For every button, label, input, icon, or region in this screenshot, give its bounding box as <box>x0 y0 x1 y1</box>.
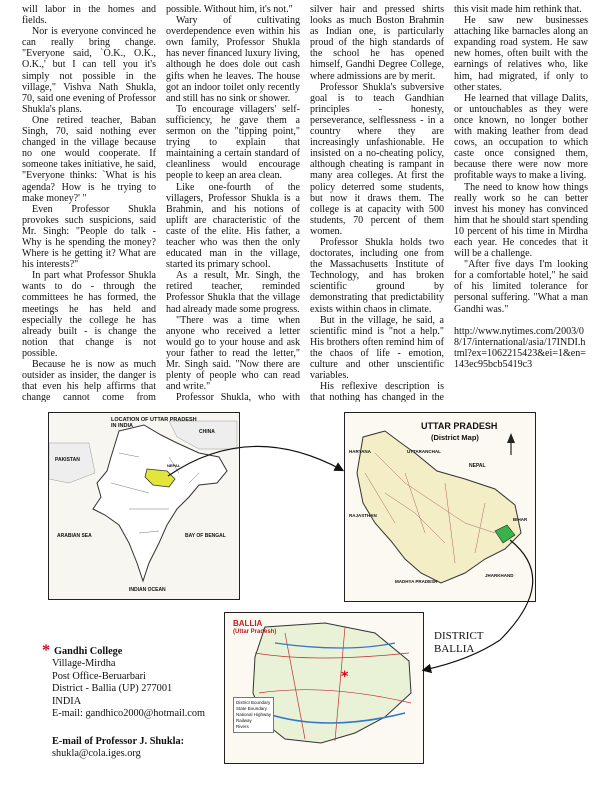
paragraph: Wary of cultivating overdependence even within his own family, Professor Shukla has never financed luxury living, although he does dole out cash gifts when he leaves. The house got an indoor toilet only recently and still has no sink or shower. <box>166 15 300 104</box>
professor-email-link[interactable]: shukla@cola.iges.org <box>52 748 141 760</box>
paragraph: Professor Shukla holds two doctorates, including one from the Massachusetts Institute of Technology, and has broken scientific ground by demonstrating that predictability exists within chaos in climate. <box>310 236 444 315</box>
up-map-label-haryana: HARYANA <box>349 449 371 454</box>
india-map-label-china: CHINA <box>199 429 215 435</box>
address-line: Village-Mirdha <box>52 658 116 670</box>
up-map-title: UTTAR PRADESH <box>421 421 498 431</box>
source-url[interactable]: http://www.nytimes.com/2003/08/17/international/asia/17INDI.html?ex=1062215423&ei=1&en=143ec95bcb5419c3 <box>454 325 586 370</box>
svg-text:*: * <box>341 669 349 685</box>
paragraph: Professor Shukla's subversive goal is to teach Gandhian principles - honesty, perseverance, selflessness - in a country where they are increasingly unfashionable. He insisted on a no-cheating policy, although cheating is rampant in many area colleges. At first the policy deterred some students, but now it draws them. The college is at capacity with 500 students, 70 percent of them women. <box>310 81 444 237</box>
ballia-map-subtitle: (Uttar Pradesh) <box>233 629 277 635</box>
paragraph: will labor in the homes and fields. <box>22 4 156 27</box>
district-label-line-1: DISTRICT <box>434 630 484 642</box>
paragraph: this visit made him rethink that. <box>454 4 582 15</box>
paragraph: Like one-fourth of the villagers, Professor Shukla is a Brahmin, and his notions of uplift are characteristic of the caste of the elite. His father, a teacher who was then the only educated man in the village, started its primary school. <box>166 181 300 271</box>
college-address <box>42 646 205 720</box>
paragraph: His reflexive description is that nothing has changed in the <box>310 381 444 402</box>
paragraph: Nor is everyone convinced he can really bring change. "Everyone said, `O.K., O.K., O.K.,' but I can tell you it's simply not possible in the village," Vishva Nath Shukla, 70, said one evening of Professor Shukla's plans. <box>22 26 156 115</box>
college-location-star-icon: * <box>42 642 50 659</box>
india-map-label-indian-ocean: INDIAN OCEAN <box>129 587 166 593</box>
up-map-subtitle: (District Map) <box>431 433 479 442</box>
address-line: Post Office-Beruarbari <box>52 670 146 682</box>
paragraph: He saw new businesses attaching like barnacles along an expanding road system. He saw new homes, often built with the earnings of relatives who, like him, had migrated, if only to other states. <box>454 15 588 93</box>
india-map-label-pakistan: PAKISTAN <box>55 457 80 463</box>
india-map-title: LOCATION OF UTTAR PRADESH IN INDIA <box>111 417 197 429</box>
paragraph: But in the village, he said, a scientific mind is "not a help." His brothers often remind him of the chaos of life - emotion, culture and other unscientific variables. <box>310 314 444 382</box>
ballia-map-title: BALLIA <box>233 619 263 628</box>
up-map-label-rajasthan: RAJASTHAN <box>349 513 377 518</box>
up-map-label-uttaranchal: UTTARANCHAL <box>407 449 441 454</box>
paragraph: Even Professor Shukla provokes such suspicions, said Mr. Singh: "People do talk - Why is he spending the money? Where is he getting it? What are his interests?" <box>22 203 156 271</box>
paragraph: As a result, Mr. Singh, the retired teacher, reminded Professor Shukla that the village had already made some progress. <box>166 270 300 315</box>
address-line: District - Ballia (UP) 277001 <box>52 683 173 695</box>
legend-entry: Rivers <box>236 724 249 729</box>
india-map-label-arabian-sea: ARABIAN SEA <box>57 533 92 539</box>
paragraph: One retired teacher, Baban Singh, 70, said nothing ever changed in the village because no one would cooperate. If someone takes initiative, he said, "Everyone thinks: `What is his agenda? How is he trying to make money?' " <box>22 114 156 204</box>
paragraph: Professor Shukla, who with <box>176 392 300 402</box>
paragraph: possible. Without him, it's not." <box>166 4 293 15</box>
professor-email-block <box>52 736 184 761</box>
paragraph: silver hair and pressed shirts looks as much Boston Brahmin as Indian one, is particularly proud of the high standards of the school he has opened himself, Gandhi Degree College, where admissions are by merit. <box>310 4 444 82</box>
address-line: INDIA <box>52 695 82 707</box>
paragraph: In part what Professor Shukla wants to do - through the committees he has formed, the meetings he has held and especially the college he has already built - is change the notion that change is not possible. <box>22 270 156 359</box>
up-map-label-nepal: NEPAL <box>469 463 486 469</box>
paragraph: To encourage villagers' self-sufficiency, he gave them a sermon on the "tipping point," trying to explain that maintaining a certain standard of cleanliness would encourage people to keep an area clean. <box>166 103 300 182</box>
district-ballia-label <box>434 630 484 656</box>
college-email: E-mail: gandhico2000@hotmail.com <box>52 708 206 720</box>
legend-entry: District Boundary <box>236 700 271 705</box>
professor-email-heading: E-mail of Professor J. Shukla: <box>52 736 185 747</box>
up-map-label-madhya-pradesh: MADHYA PRADESH <box>395 579 438 584</box>
paragraph: "After five days I'm looking for a comfortable hotel," he said of his limited tolerance for personal suffering. "What a man Gandhi was." <box>454 259 588 315</box>
paragraph: The need to know how things really work so he can better invest his money has convinced him that he should start spending 10 percent of his time in Mirdha each year. He concedes that it will be a challenge. <box>454 181 588 260</box>
college-name: Gandhi College <box>54 646 123 657</box>
legend-entry: State Boundary <box>236 706 268 711</box>
up-map-label-bihar: BIHAR <box>513 517 528 522</box>
legend-entry: Railway <box>236 718 252 723</box>
india-map-label-bay-of-bengal: BAY OF BENGAL <box>185 533 226 539</box>
up-map-label-jharkhand: JHARKHAND <box>485 573 514 578</box>
india-map-label-nepal: NEPAL <box>167 463 181 468</box>
district-label-line-2: BALLIA <box>434 643 475 655</box>
paragraph: He learned that village Dalits, or untouchables as they were once known, no longer bother with making leather from dead cows, an occupation to which caste once consigned them, because there were now more profitable ways to make a living. <box>454 92 588 182</box>
paragraph: Because he is now as much outsider as insider, the danger is that even his help affirms that change cannot come from <box>22 359 156 402</box>
paragraph: "There was a time when anyone who received a letter would go to your house and ask your father to read the letter," Mr. Singh said. "Now there are plenty of people who can read and write." <box>166 314 300 393</box>
legend-entry: National Highway <box>236 712 272 717</box>
